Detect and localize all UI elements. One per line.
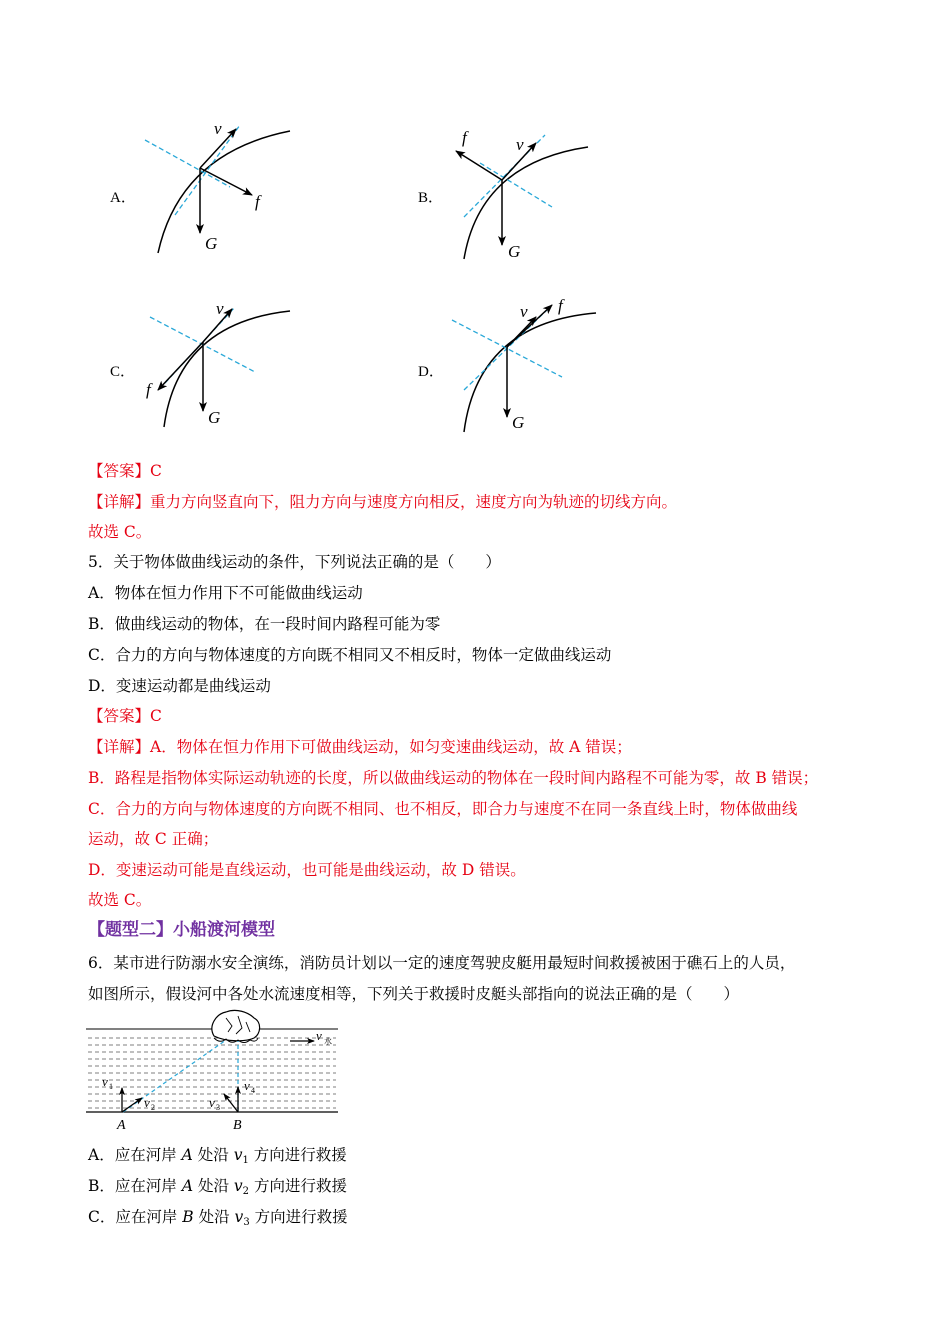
q4-conclusion: 故选 C。 bbox=[88, 523, 152, 541]
g-label: G bbox=[512, 413, 525, 432]
option-a-label: A． bbox=[110, 190, 136, 206]
v3-arrow bbox=[224, 1094, 238, 1112]
detail-tag: 【详解】 bbox=[88, 493, 151, 511]
f-label: f bbox=[462, 128, 467, 147]
q5-detail-c: C．合力的方向与物体速度的方向既不相同、也不相反，即合力与速度不在同一条直线上时，物体做曲线 bbox=[88, 800, 798, 818]
answer-value: C bbox=[150, 462, 162, 480]
resistance-arrow bbox=[507, 305, 552, 347]
point-a-label: A bbox=[117, 1118, 126, 1133]
q5-option-b: B．做曲线运动的物体，在一段时间内路程可能为零 bbox=[88, 615, 441, 633]
q4-detail-line bbox=[88, 492, 677, 512]
option-c-label: C． bbox=[110, 364, 136, 380]
detail-text: 重力方向竖直向下，阻力方向与速度方向相反，速度方向为轨迹的切线方向。 bbox=[150, 493, 678, 511]
f-label: f bbox=[558, 296, 563, 315]
q6-option-a: A．应在河岸 A 处沿 $v_1$ 方向进行救援 bbox=[88, 1146, 347, 1166]
v2-sub: 2 bbox=[151, 1103, 155, 1112]
trajectory-curve bbox=[464, 313, 596, 432]
q5-detail-d: D．变速运动可能是直线运动，也可能是曲线运动，故 D 错误。 bbox=[88, 861, 526, 879]
g-label: G bbox=[508, 242, 521, 261]
tangent-line bbox=[175, 125, 240, 215]
v4-label: v bbox=[244, 1078, 250, 1093]
f-label: f bbox=[255, 192, 260, 211]
v2-label: v bbox=[144, 1095, 150, 1110]
q5-option-c: C．合力的方向与物体速度的方向既不相同又不相反时，物体一定做曲线运动 bbox=[88, 646, 612, 664]
q5-detail-c-cont: 运动，故 C 正确； bbox=[88, 830, 219, 848]
q5-detail-line bbox=[88, 737, 632, 757]
v-water-label: v bbox=[316, 1028, 322, 1043]
v3-label: v bbox=[209, 1095, 215, 1110]
trajectory-curve bbox=[164, 311, 290, 427]
diagram-c bbox=[140, 295, 300, 435]
resistance-arrow bbox=[158, 342, 203, 390]
resistance-arrow bbox=[200, 168, 252, 195]
v2-arrow bbox=[122, 1098, 142, 1112]
v1-label: v bbox=[102, 1074, 108, 1089]
point-b-label: B bbox=[233, 1118, 242, 1133]
q5-option-d: D．变速运动都是曲线运动 bbox=[88, 677, 271, 695]
v4-sub: 4 bbox=[251, 1086, 255, 1095]
q6-stem-line-2: 如图所示，假设河中各处水流速度相等，下列关于救援时皮艇头部指向的说法正确的是（ ） bbox=[88, 985, 740, 1003]
q4-answer-line bbox=[88, 461, 162, 481]
diagram-d bbox=[450, 295, 610, 440]
q6-stem-line-1: 6．某市进行防溺水安全演练，消防员计划以一定的速度驾驶皮艇用最短时间救援被困于礁石上的人员， bbox=[88, 954, 796, 972]
normal-line bbox=[145, 140, 230, 187]
trajectory-curve bbox=[158, 131, 290, 253]
option-d-label: D． bbox=[418, 364, 444, 380]
detail-text: A．物体在恒力作用下可做曲线运动，如匀变速曲线运动，故 A 错误； bbox=[150, 738, 632, 756]
section-title: 【题型二】小船渡河模型 bbox=[88, 920, 275, 940]
river-figure bbox=[86, 1008, 342, 1136]
q5-option-a: A．物体在恒力作用下不可能做曲线运动 bbox=[88, 584, 363, 602]
v-label: v bbox=[214, 119, 222, 138]
answer-tag: 【答案】 bbox=[88, 462, 151, 480]
diagram-b bbox=[450, 125, 600, 265]
rock-icon bbox=[212, 1010, 260, 1042]
answer-tag: 【答案】 bbox=[88, 707, 151, 725]
resistance-arrow bbox=[456, 151, 502, 180]
q6-option-c: C．应在河岸 B 处沿 $v_3$ 方向进行救援 bbox=[88, 1208, 348, 1228]
q5-detail-b: B．路程是指物体实际运动轨迹的长度，所以做曲线运动的物体在一段时间内路程不可能为零，故 B 错误； bbox=[88, 769, 819, 787]
v-label: v bbox=[520, 302, 528, 321]
diagram-a bbox=[140, 115, 300, 260]
answer-value: C bbox=[150, 707, 162, 725]
g-label: G bbox=[205, 234, 218, 253]
option-b-label: B． bbox=[418, 190, 444, 206]
trajectory-curve bbox=[464, 147, 588, 259]
q6-option-b: B．应在河岸 A 处沿 $v_2$ 方向进行救援 bbox=[88, 1177, 347, 1197]
q5-stem: 5．关于物体做曲线运动的条件，下列说法正确的是（ ） bbox=[88, 553, 501, 571]
g-label: G bbox=[208, 408, 221, 427]
v3-sub: 3 bbox=[216, 1103, 220, 1112]
f-label: f bbox=[146, 380, 151, 399]
v-water-sub: 水 bbox=[324, 1037, 332, 1046]
v-label: v bbox=[516, 135, 524, 154]
q5-conclusion: 故选 C。 bbox=[88, 891, 152, 909]
v-label: v bbox=[216, 299, 224, 318]
normal-line bbox=[480, 163, 552, 207]
v1-sub: 1 bbox=[109, 1082, 113, 1091]
detail-tag: 【详解】 bbox=[88, 738, 151, 756]
q5-answer-line bbox=[88, 706, 162, 726]
